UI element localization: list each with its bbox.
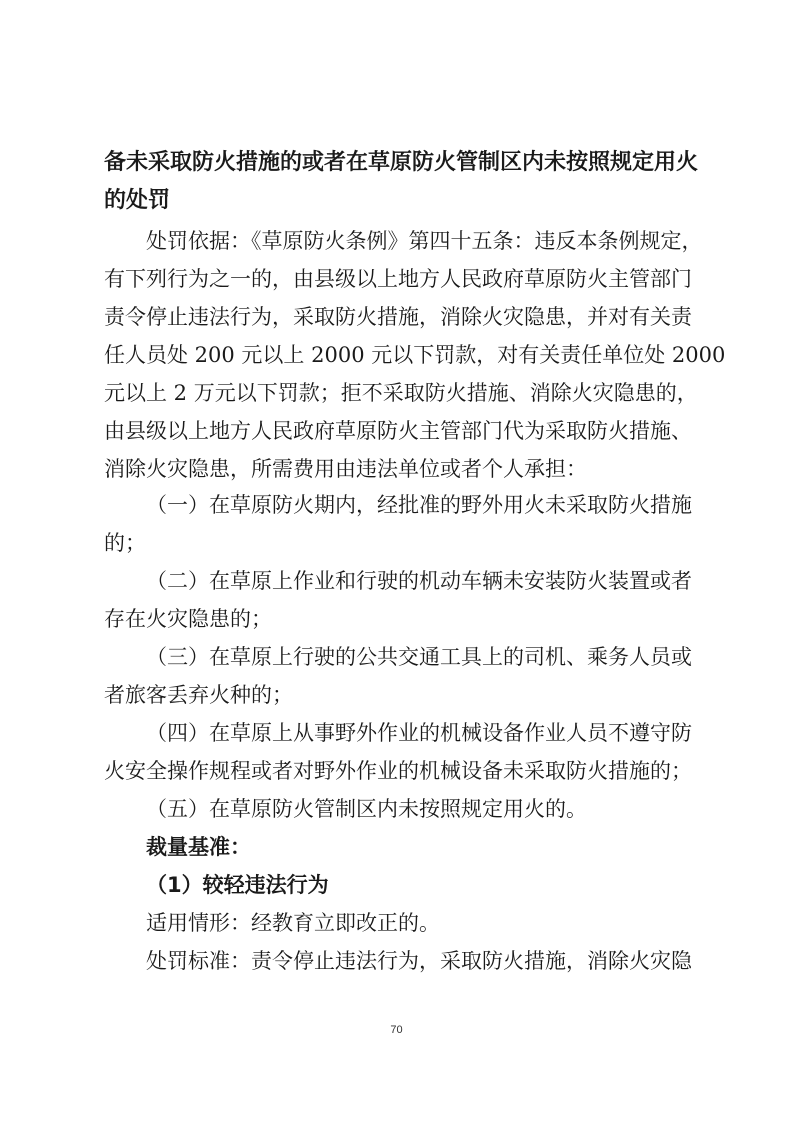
page-number: 70 — [390, 1024, 403, 1036]
item-3-line-1: （三）在草原上行驶的公共交通工具上的司机、乘务人员或 — [146, 645, 692, 669]
basis-line-1: 处罚依据：《草原防火条例》第四十五条：违反本条例规定， — [146, 229, 703, 253]
item-5-line-1: （五）在草原防火管制区内未按照规定用火的。 — [146, 797, 587, 821]
item-4-line-1: （四）在草原上从事野外作业的机械设备作业人员不遵守防 — [146, 721, 692, 745]
penalty-line: 处罚标准：责令停止违法行为，采取防火措施，消除火灾隐 — [146, 949, 692, 973]
item-4-line-2: 火安全操作规程或者对野外作业的机械设备未采取防火措施的； — [104, 759, 692, 783]
applicable-line: 适用情形：经教育立即改正的。 — [146, 911, 440, 935]
basis-line-3: 责令停止违法行为，采取防火措施，消除火灾隐患，并对有关责 — [104, 305, 692, 329]
item-1-line-1: （一）在草原防火期内，经批准的野外用火未采取防火措施 — [146, 493, 692, 517]
item-2-line-1: （二）在草原上作业和行驶的机动车辆未安装防火装置或者 — [146, 569, 692, 593]
basis-line-5: 元以上 2 万元以下罚款；拒不采取防火措施、消除火灾隐患的， — [104, 381, 698, 405]
basis-line-6: 由县级以上地方人民政府草原防火主管部门代为采取防火措施、 — [104, 419, 692, 443]
title-line-1: 备未采取防火措施的或者在草原防火管制区内未按照规定用火 — [104, 150, 699, 175]
item-1-line-2: 的； — [104, 531, 146, 555]
standard-heading: 裁量基准： — [146, 835, 251, 859]
basis-line-4: 任人员处 200 元以上 2000 元以下罚款，对有关责任单位处 2000 — [104, 343, 726, 367]
title-line-2: 的处罚 — [104, 188, 171, 213]
level-heading: （1）较轻违法行为 — [146, 873, 329, 897]
basis-line-7: 消除火灾隐患，所需费用由违法单位或者个人承担： — [104, 457, 587, 481]
item-3-line-2: 者旅客丢弃火种的； — [104, 683, 293, 707]
item-2-line-2: 存在火灾隐患的； — [104, 607, 272, 631]
basis-line-2: 有下列行为之一的，由县级以上地方人民政府草原防火主管部门 — [104, 267, 692, 291]
